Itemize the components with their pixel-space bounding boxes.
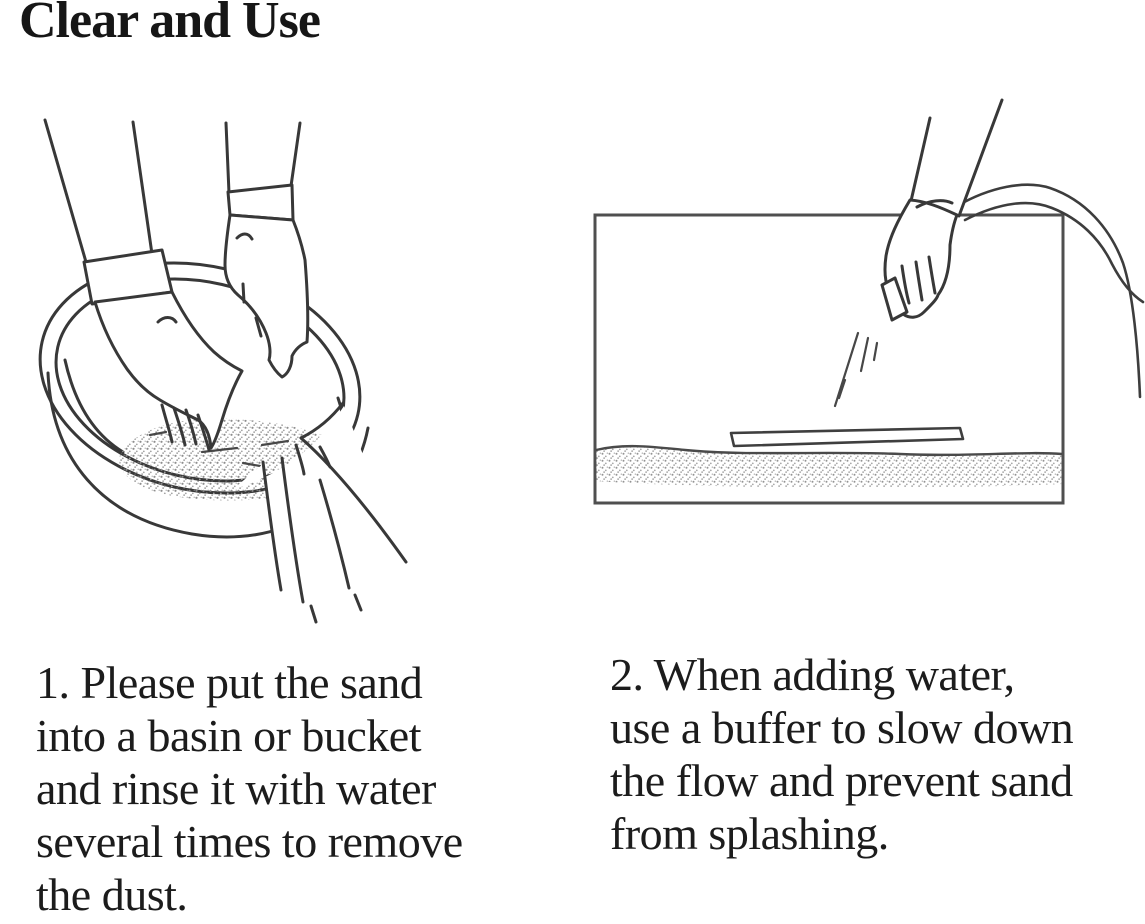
caption-line: the flow and prevent sand bbox=[610, 755, 1073, 806]
caption-line: from splashing. bbox=[610, 808, 889, 859]
caption-line: use a buffer to slow down bbox=[610, 702, 1074, 753]
step-2-caption bbox=[610, 648, 1073, 860]
caption-line: 2. When adding water, bbox=[610, 649, 1015, 700]
right-arm bbox=[225, 123, 308, 377]
caption-line: 1. Please put the sand bbox=[36, 657, 423, 708]
adding-water-illustration bbox=[580, 88, 1145, 518]
step-1-caption bbox=[36, 656, 463, 921]
basin-inner-wall bbox=[65, 360, 123, 452]
hose bbox=[957, 185, 1143, 397]
spray-lines bbox=[835, 333, 877, 406]
page-title: Clear and Use bbox=[19, 0, 320, 49]
caption-line: and rinse it with water bbox=[36, 763, 436, 814]
caption-line: the dust. bbox=[36, 869, 188, 920]
buffer-plate bbox=[731, 428, 963, 446]
caption-line: into a basin or bucket bbox=[36, 710, 422, 761]
pouring-arm bbox=[882, 100, 1002, 320]
left-arm bbox=[45, 120, 242, 450]
caption-line: several times to remove bbox=[36, 816, 463, 867]
rinsing-sand-illustration bbox=[20, 90, 450, 630]
